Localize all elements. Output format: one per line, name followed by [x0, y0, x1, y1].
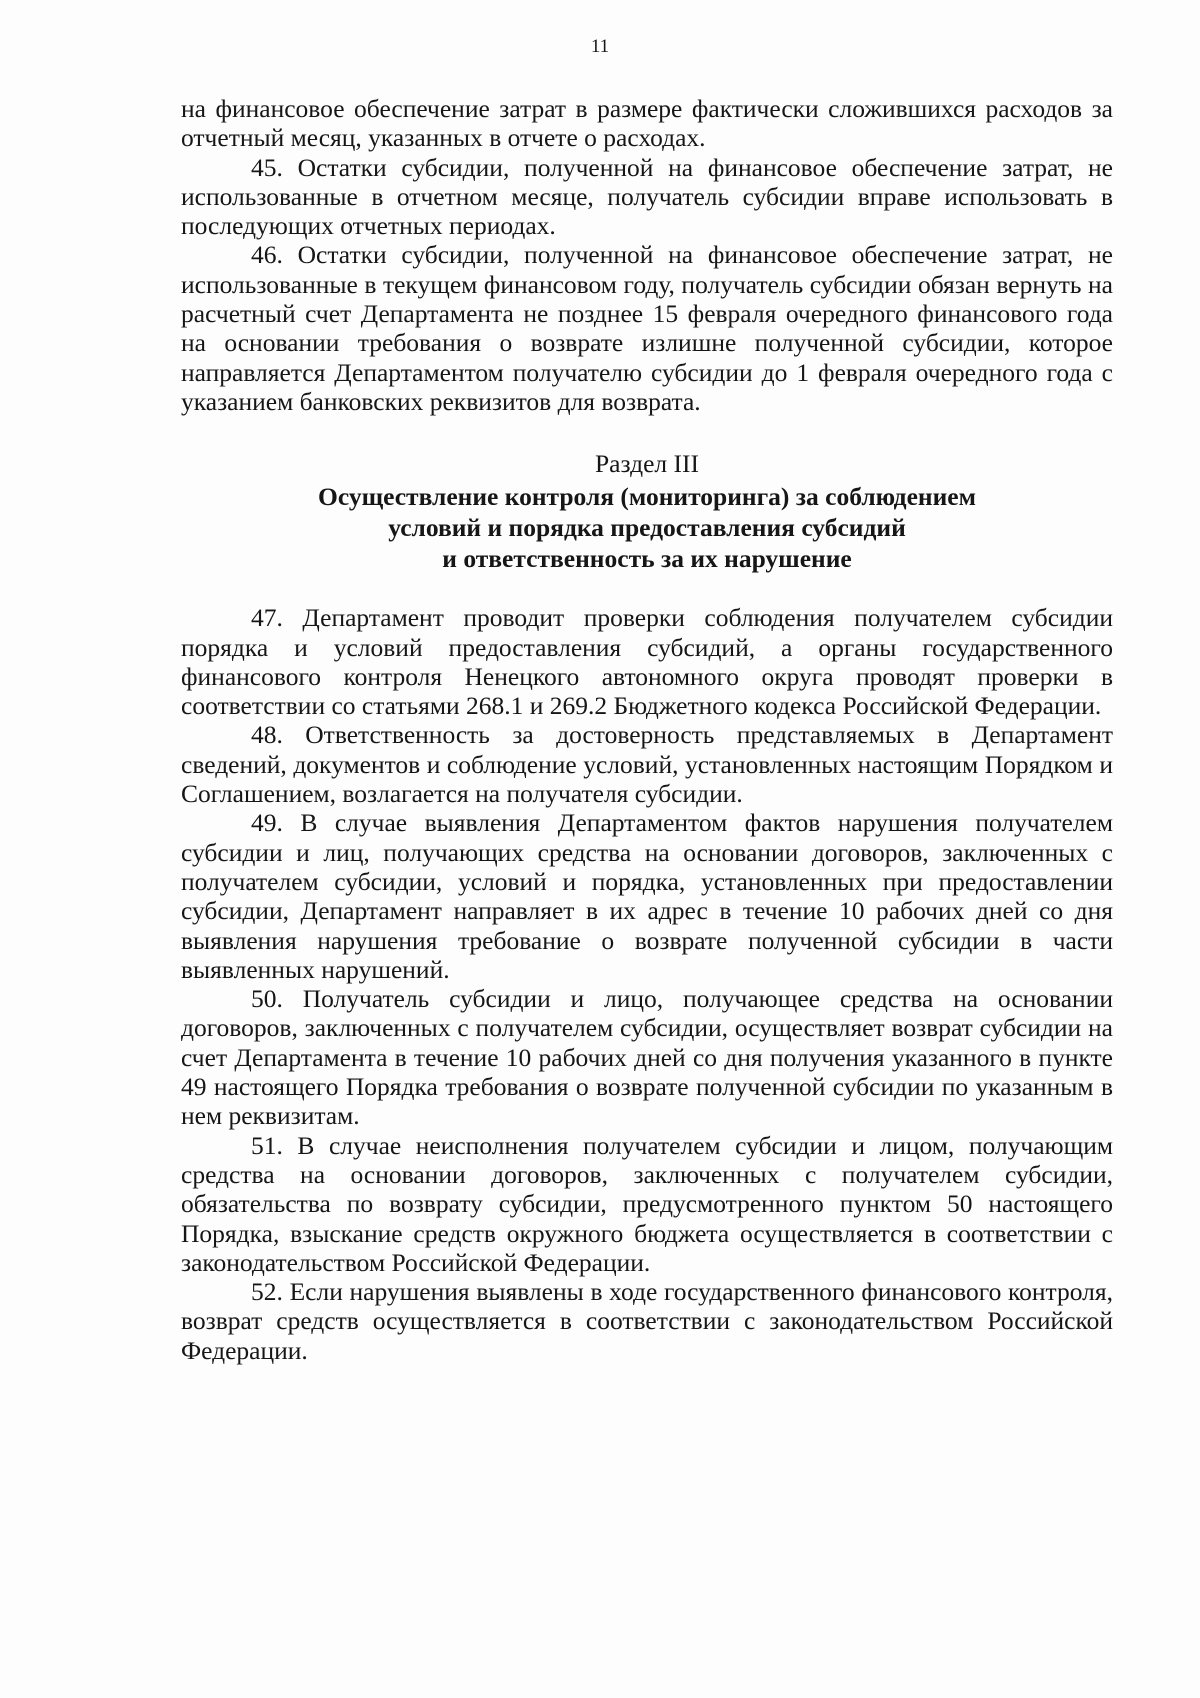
paragraphs-bottom: [181, 603, 1113, 1365]
paragraph: 45. Остатки субсидии, полученной на финансовое обеспечение затрат, не использованные в отчетном месяце, получатель субсидии вправе использовать в последующих отчетных периодах.: [181, 152, 1113, 241]
paragraph: 50. Получатель субсидии и лицо, получающее средства на основании договоров, заключенных с получателем субсидии, осуществляет возврат субсидии на счет Департамента в течение 10 рабочих дней со дня получения указанного в пункте 49 настоящего Порядка требования о возврате полученной субсидии по указанным в нем реквизитам.: [181, 984, 1113, 1131]
section-heading: [181, 448, 1113, 574]
paragraph: 46. Остатки субсидии, полученной на финансовое обеспечение затрат, не использованные в текущем финансовом году, получатель субсидии обязан вернуть на расчетный счет Департамента не позднее 15 февраля очередного финансового года на основании требования о возврате излишне полученной субсидии, которое направляется Департаментом получателю субсидии до 1 февраля очередного года с указанием банковских реквизитов для возврата.: [181, 240, 1113, 416]
section-title-line: Осуществление контроля (мониторинга) за соблюдением: [318, 482, 976, 512]
paragraph: 49. В случае выявления Департаментом фактов нарушения получателем субсидии и лиц, получающих средства на основании договоров, заключенных с получателем субсидии, условий и порядка, установленных при предоставлении субсидии, Департамент направляет в их адрес в течение 10 рабочих дней со дня выявления нарушения требование о возврате полученной субсидии в части выявленных нарушений.: [181, 808, 1113, 984]
section-title: [181, 481, 1113, 574]
paragraph: 48. Ответственность за достоверность представляемых в Департамент сведений, документов и соблюдение условий, установленных настоящим Порядком и Соглашением, возлагается на получателя субсидии.: [181, 720, 1113, 809]
document-body: [181, 94, 1113, 1365]
paragraph: 51. В случае неисполнения получателем субсидии и лицом, получающим средства на основании договоров, заключенных с получателем субсидии, обязательства по возврату субсидии, предусмотренного пунктом 50 настоящего Порядка, взыскание средств окружного бюджета осуществляется в соответствии с законодательством Российской Федерации.: [181, 1130, 1113, 1277]
section-title-line: условий и порядка предоставления субсидий: [388, 513, 906, 543]
section-label: Раздел III: [595, 449, 699, 479]
paragraph: на финансовое обеспечение затрат в размере фактически сложившихся расходов за отчетный месяц, указанных в отчете о расходах.: [181, 94, 1113, 153]
section-title-line: и ответственность за их нарушение: [442, 544, 852, 574]
paragraphs-top: [181, 94, 1113, 416]
paragraph: 47. Департамент проводит проверки соблюдения получателем субсидии порядка и условий предоставления субсидий, а органы государственного финансового контроля Ненецкого автономного округа проводят проверки в соответствии со статьями 268.1 и 269.2 Бюджетного кодекса Российской Федерации.: [181, 603, 1113, 721]
page-number: 11: [590, 36, 610, 57]
paragraph: 52. Если нарушения выявлены в ходе государственного финансового контроля, возврат средств осуществляется в соответствии с законодательством Российской Федерации.: [181, 1277, 1113, 1365]
